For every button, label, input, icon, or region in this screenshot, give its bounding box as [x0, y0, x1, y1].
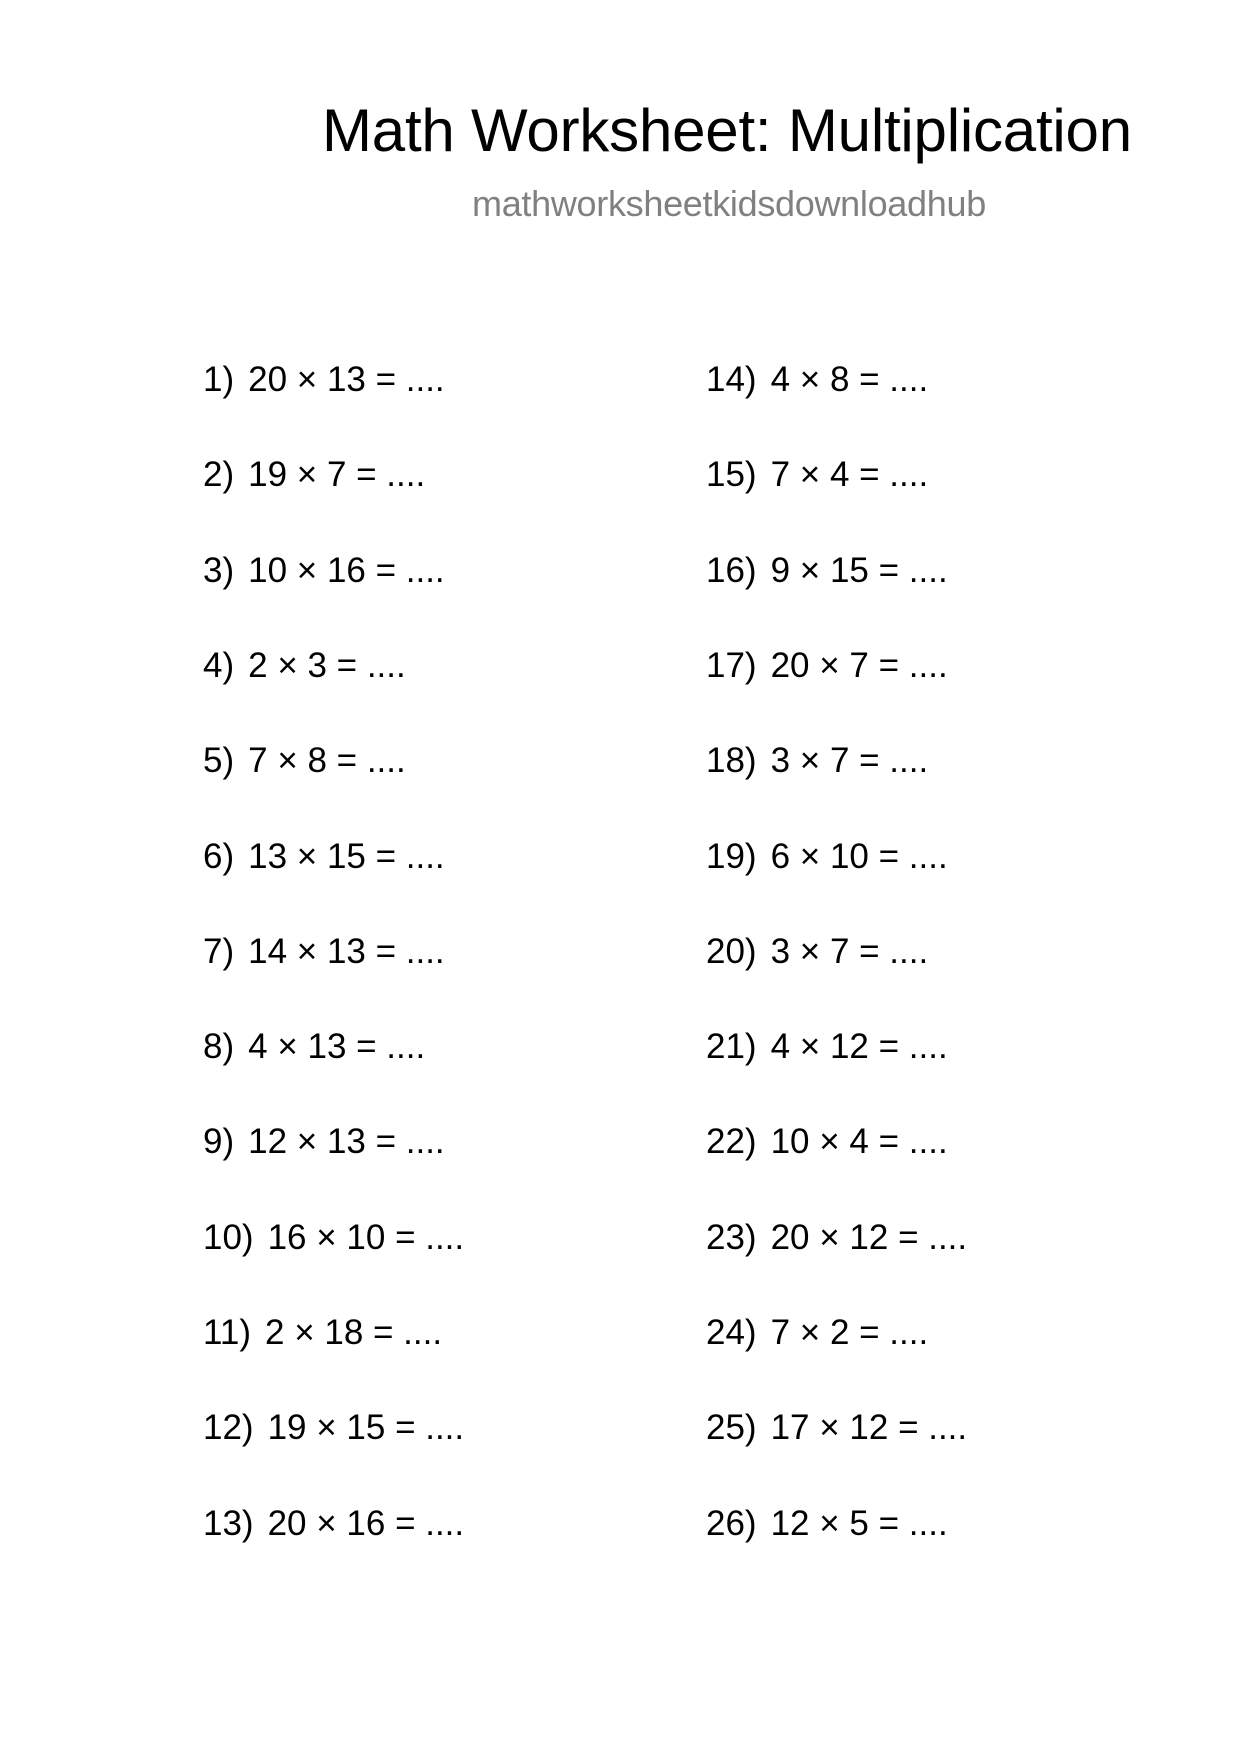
problem-item [706, 1408, 967, 1448]
problem-item [203, 1027, 425, 1067]
problem-expression: 12 × 5 = .... [770, 1504, 948, 1543]
problem-item [706, 932, 928, 972]
problem-expression: 4 × 12 = .... [770, 1027, 948, 1066]
problem-item [706, 1027, 948, 1067]
problem-item [203, 646, 406, 686]
problem-expression: 7 × 4 = .... [770, 455, 929, 494]
problem-item [203, 932, 445, 972]
problem-number: 12) [203, 1408, 254, 1447]
problem-number: 9) [203, 1122, 235, 1161]
problem-item [203, 1313, 442, 1353]
problem-number: 22) [706, 1122, 757, 1161]
problem-number: 6) [203, 837, 235, 876]
problem-number: 20) [706, 932, 757, 971]
problem-item [203, 741, 406, 781]
problem-expression: 2 × 18 = .... [265, 1313, 443, 1352]
problem-expression: 17 × 12 = .... [770, 1408, 968, 1447]
problem-item [706, 551, 948, 591]
problem-expression: 4 × 13 = .... [248, 1027, 426, 1066]
problem-expression: 3 × 7 = .... [770, 741, 929, 780]
problem-number: 23) [706, 1218, 757, 1257]
problem-item [706, 1218, 967, 1258]
worksheet-subtitle: mathworksheetkidsdownloadhub [472, 183, 986, 224]
problem-number: 8) [203, 1027, 235, 1066]
problem-expression: 9 × 15 = .... [770, 551, 948, 590]
problem-expression: 3 × 7 = .... [770, 932, 929, 971]
problem-expression: 7 × 2 = .... [770, 1313, 929, 1352]
problem-item [203, 837, 445, 877]
problem-item [203, 1122, 445, 1162]
problem-number: 14) [706, 360, 757, 399]
problem-item [706, 1313, 928, 1353]
problem-item [706, 1504, 948, 1544]
problem-expression: 20 × 13 = .... [248, 360, 445, 399]
problem-item [203, 455, 425, 495]
problem-expression: 6 × 10 = .... [770, 837, 948, 876]
problem-number: 13) [203, 1504, 254, 1543]
problem-expression: 7 × 8 = .... [248, 741, 406, 780]
problem-item [706, 646, 948, 686]
problem-expression: 2 × 3 = .... [248, 646, 406, 685]
worksheet-title: Math Worksheet: Multiplication [322, 97, 1132, 164]
problem-expression: 4 × 8 = .... [770, 360, 929, 399]
problem-number: 3) [203, 551, 235, 590]
problem-expression: 10 × 4 = .... [770, 1122, 948, 1161]
problem-number: 5) [203, 741, 235, 780]
problem-number: 26) [706, 1504, 757, 1543]
problem-number: 2) [203, 455, 235, 494]
problem-item [203, 551, 445, 591]
problem-item [203, 1218, 464, 1258]
problem-item [706, 455, 928, 495]
problem-number: 15) [706, 455, 757, 494]
problem-number: 19) [706, 837, 757, 876]
problem-number: 16) [706, 551, 757, 590]
problem-number: 21) [706, 1027, 757, 1066]
problem-number: 7) [203, 932, 235, 971]
problem-expression: 16 × 10 = .... [267, 1218, 465, 1257]
problem-item [706, 360, 928, 400]
problem-expression: 20 × 7 = .... [770, 646, 948, 685]
problem-number: 1) [203, 360, 235, 399]
problem-number: 25) [706, 1408, 757, 1447]
problem-item [203, 1504, 464, 1544]
problem-item [706, 837, 948, 877]
problem-number: 18) [706, 741, 757, 780]
problem-number: 4) [203, 646, 235, 685]
problem-expression: 14 × 13 = .... [248, 932, 445, 971]
problem-number: 10) [203, 1218, 254, 1257]
problem-expression: 19 × 7 = .... [248, 455, 426, 494]
problem-item [706, 741, 928, 781]
problem-expression: 12 × 13 = .... [248, 1122, 445, 1161]
problem-item [203, 1408, 464, 1448]
problem-number: 24) [706, 1313, 757, 1352]
problem-expression: 13 × 15 = .... [248, 837, 445, 876]
problem-item [706, 1122, 948, 1162]
problem-expression: 10 × 16 = .... [248, 551, 445, 590]
problem-expression: 20 × 16 = .... [267, 1504, 465, 1543]
problem-expression: 19 × 15 = .... [267, 1408, 465, 1447]
problem-item [203, 360, 445, 400]
problem-number: 17) [706, 646, 757, 685]
problem-number: 11) [203, 1313, 251, 1352]
problem-expression: 20 × 12 = .... [770, 1218, 968, 1257]
